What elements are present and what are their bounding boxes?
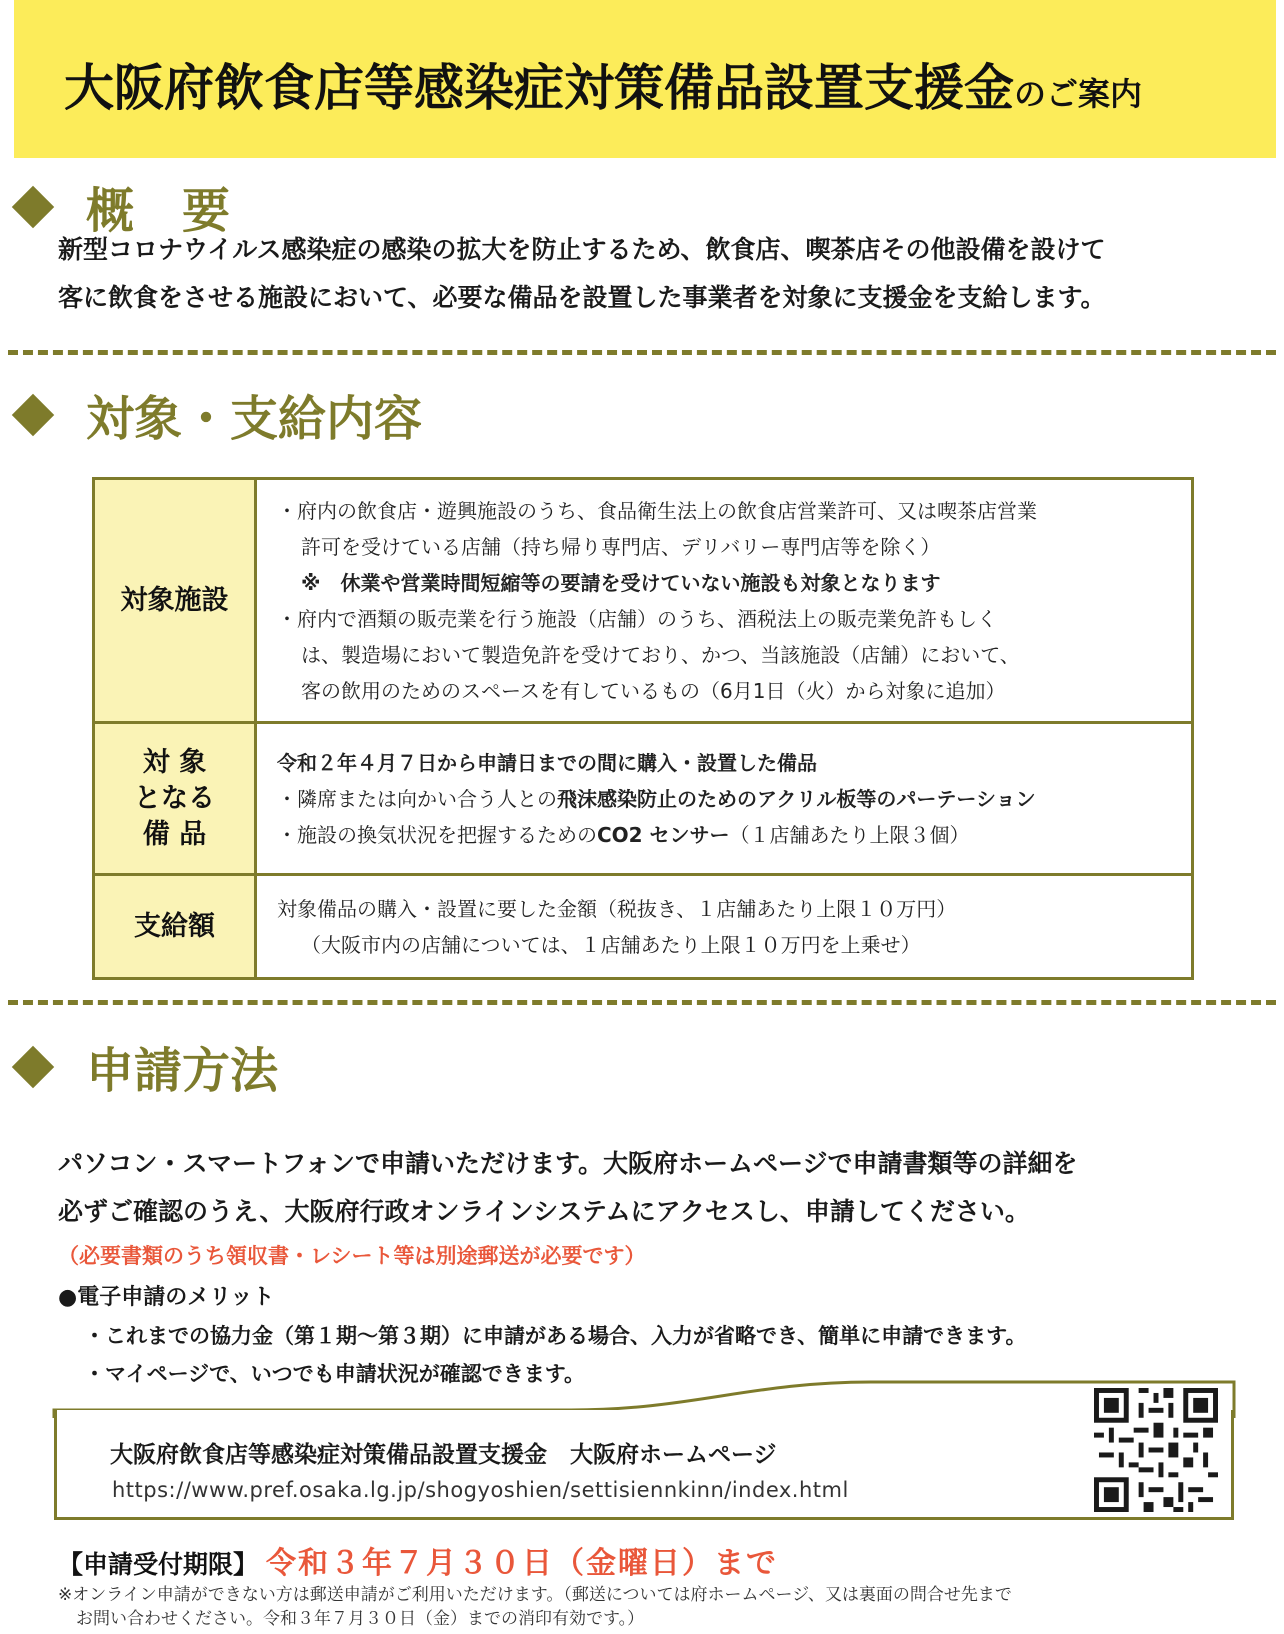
title-banner [14,0,1276,158]
facility-bullet-2-line-3: 客の飲用のためのスペースを有しているもの（6月1日（火）から対象に追加） [301,678,1006,703]
application-text [58,1140,1078,1236]
application-line: 必ずご確認のうえ、大阪府行政オンラインシステムにアクセスし、申請してください。 [58,1197,1030,1226]
page-title-main: 大阪府飲食店等感染症対策備品設置支援金 [64,59,1014,117]
facility-note: ※ 休業や営業時間短縮等の要請を受けていない施設も対象となります [301,570,941,595]
amount-line-2: （大阪市内の店舗については、１店舗あたり上限１０万円を上乗せ） [301,932,921,957]
application-line: パソコン・スマートフォンで申請いただけます。大阪府ホームページで申請書類等の詳細を [58,1149,1078,1178]
items-content [256,723,1193,875]
items-line-1-bold: 飛沫感染防止のためのアクリル板等のパーテーション [557,786,1036,811]
overview-line: 客に飲食をさせる施設において、必要な備品を設置した事業者を対象に支援金を支給します。 [58,283,1106,312]
section-eligibility-title: 対象・支給内容 [86,391,423,447]
merit-heading: ●電子申請のメリット [58,1285,275,1310]
items-line-1 [277,781,1171,817]
dashed-divider [8,350,1276,355]
amount-line-1: 対象備品の購入・設置に要した金額（税抜き、１店舗あたり上限１０万円） [277,896,957,921]
footnote-line: お問い合わせください。令和３年７月３０日（金）までの消印有効です。） [76,1609,645,1629]
facility-bullet-1-line-2: 許可を受けている店舗（持ち帰り専門店、デリバリー専門店等を除く） [301,534,941,559]
diamond-bullet-icon [12,185,54,227]
homepage-title: 大阪府飲食店等感染症対策備品設置支援金 大阪府ホームページ [110,1442,777,1468]
diamond-bullet-icon [12,393,54,435]
dashed-divider [8,1000,1276,1005]
items-line-2 [277,817,1171,853]
items-line-1-pre: ・隣席または向かい合う人との [277,786,557,811]
table-row-items [94,723,1193,875]
eligibility-table [92,477,1194,980]
deadline-label: 【申請受付期限】 [58,1550,259,1579]
section-eligibility-header [10,380,422,449]
items-intro: 令和２年４月７日から申請日までの間に購入・設置した備品 [277,750,817,775]
footnote-line: ※オンライン申請ができない方は郵送申請がご利用いただけます。（郵送については府ホームページ、又は裏面の問合せ先まで [58,1585,1012,1605]
items-label [94,723,256,875]
amount-label: 支給額 [94,875,256,979]
section-application-title: 申請方法 [86,1043,279,1099]
facility-bullet-1-line-1: ・府内の飲食店・遊興施設のうち、食品衛生法上の飲食店営業許可、又は喫茶店営業 [277,498,1037,523]
deadline-date: 令和３年７月３０日（金曜日）まで [266,1546,779,1581]
table-row-amount [94,875,1193,979]
diamond-bullet-icon [12,1045,54,1087]
items-label-line: となる [134,782,215,814]
page-title [64,48,1142,120]
facility-label: 対象施設 [94,479,256,723]
overview-line: 新型コロナウイルス感染症の感染の拡大を防止するため、飲食店、喫茶店その他設備を設けて [58,235,1106,264]
qr-code-icon[interactable] [1094,1388,1218,1512]
items-line-2-pre: ・施設の換気状況を把握するための [277,822,597,847]
facility-content [256,479,1193,723]
facility-bullet-2-line-2: は、製造場において製造免許を受けており、かつ、当該施設（店舗）において、 [301,642,1020,667]
homepage-url-link[interactable]: https://www.pref.osaka.lg.jp/shogyoshien/settisiennkinn/index.html [112,1478,849,1502]
facility-bullet-2-line-1: ・府内で酒類の販売業を行う施設（店舗）のうち、酒税法上の販売業免許もしく [277,606,997,631]
overview-text [58,226,1106,322]
items-label-line: 対 象 [142,746,207,778]
table-row-facility [94,479,1193,723]
amount-content [256,875,1193,979]
page-title-sub: のご案内 [1014,75,1143,113]
merit-item: ・マイページで、いつでも申請状況が確認できます。 [84,1362,586,1386]
items-label-line: 備 品 [142,818,207,850]
items-line-2-bold: CO2 センサー [597,822,730,847]
merit-item: ・これまでの協力金（第１期～第３期）に申請がある場合、入力が省略でき、簡単に申請できます。 [84,1324,1027,1348]
section-application-header [10,1032,278,1101]
section-overview-title: 概 要 [86,183,231,239]
items-line-2-post: （１店舗あたり上限３個） [729,822,970,847]
mailing-note: （必要書類のうち領収書・レシート等は別途郵送が必要です） [58,1244,646,1268]
deadline [58,1538,778,1582]
